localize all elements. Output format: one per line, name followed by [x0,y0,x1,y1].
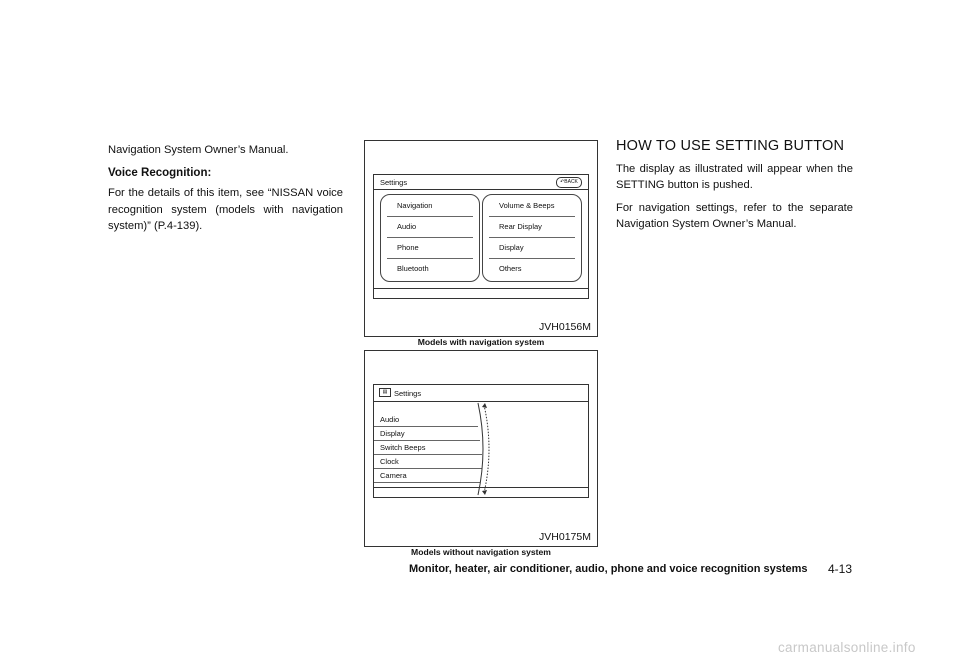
voice-recognition-text: For the details of this item, see “NISSAN voice recognition system (models with navigation system)” (P.4-139). [108,187,343,232]
paragraph-navigation-settings: For navigation settings, refer to the separate Navigation System Owner’s Manual. [616,201,853,230]
settings-screen-no-nav [373,384,589,498]
back-button[interactable]: ↶BACK [556,177,582,188]
settings-icon: ▤ [379,388,391,397]
menu-item-label: Volume & Beeps [499,201,555,210]
menu-item-display[interactable] [489,237,575,259]
list-item-label: Clock [380,457,399,466]
screen-title: Settings [394,389,422,398]
footer-section-title: Monitor, heater, air conditioner, audio, phone and voice recognition systems [409,563,808,575]
menu-item-volume-beeps[interactable] [489,195,575,217]
list-item-display[interactable] [374,426,480,441]
list-item-label: Switch Beeps [380,443,426,452]
figure-caption: Models with navigation system [417,337,545,347]
figure-code: JVH0156M [539,321,591,333]
menu-item-label: Bluetooth [397,264,429,273]
screen-title: Settings [380,178,408,187]
menu-item-audio[interactable] [387,216,473,238]
section-heading: HOW TO USE SETTING BUTTON [616,138,845,154]
scroll-bar[interactable] [474,401,496,497]
screen-title-bar [374,385,588,402]
menu-item-navigation[interactable] [387,195,473,217]
settings-screen-nav [373,174,589,299]
list-item-label: Audio [380,415,400,424]
watermark: carmanualsonline.info [778,640,916,655]
list-item-camera[interactable] [374,468,480,483]
figure-code: JVH0175M [539,531,591,543]
scroll-up-arrow [482,403,487,408]
right-column [616,138,853,239]
menu-item-others[interactable] [489,258,575,279]
menu-item-label: Phone [397,243,419,252]
menu-item-label: Display [499,243,524,252]
menu-item-phone[interactable] [387,237,473,259]
figure-with-navigation [364,140,598,337]
paragraph-display: The display as illustrated will appear when the SETTING button is pushed. [616,162,853,191]
intro-text: Navigation System Owner’s Manual. [108,144,289,156]
list-item-switch-beeps[interactable] [374,440,482,455]
menu-item-rear-display[interactable] [489,216,575,238]
right-menu-panel [482,194,582,282]
left-column [108,142,343,241]
menu-item-label: Others [499,264,522,273]
list-item-clock[interactable] [374,454,482,469]
screen-title-bar [374,175,588,190]
figure-caption: Models without navigation system [411,547,551,557]
menu-item-label: Navigation [397,201,433,210]
list-item-label: Camera [380,471,407,480]
list-item-audio[interactable] [374,412,478,427]
menu-item-label: Rear Display [499,222,542,231]
left-menu-panel [380,194,480,282]
voice-recognition-heading: Voice Recognition: [108,166,212,179]
menu-item-bluetooth[interactable] [387,258,473,279]
figure-without-navigation [364,350,598,547]
page-number: 4-13 [828,562,853,576]
list-item-label: Display [380,429,405,438]
screen-bottom-bar [374,288,588,298]
screen-bottom-bar [374,487,588,497]
menu-item-label: Audio [397,222,417,231]
